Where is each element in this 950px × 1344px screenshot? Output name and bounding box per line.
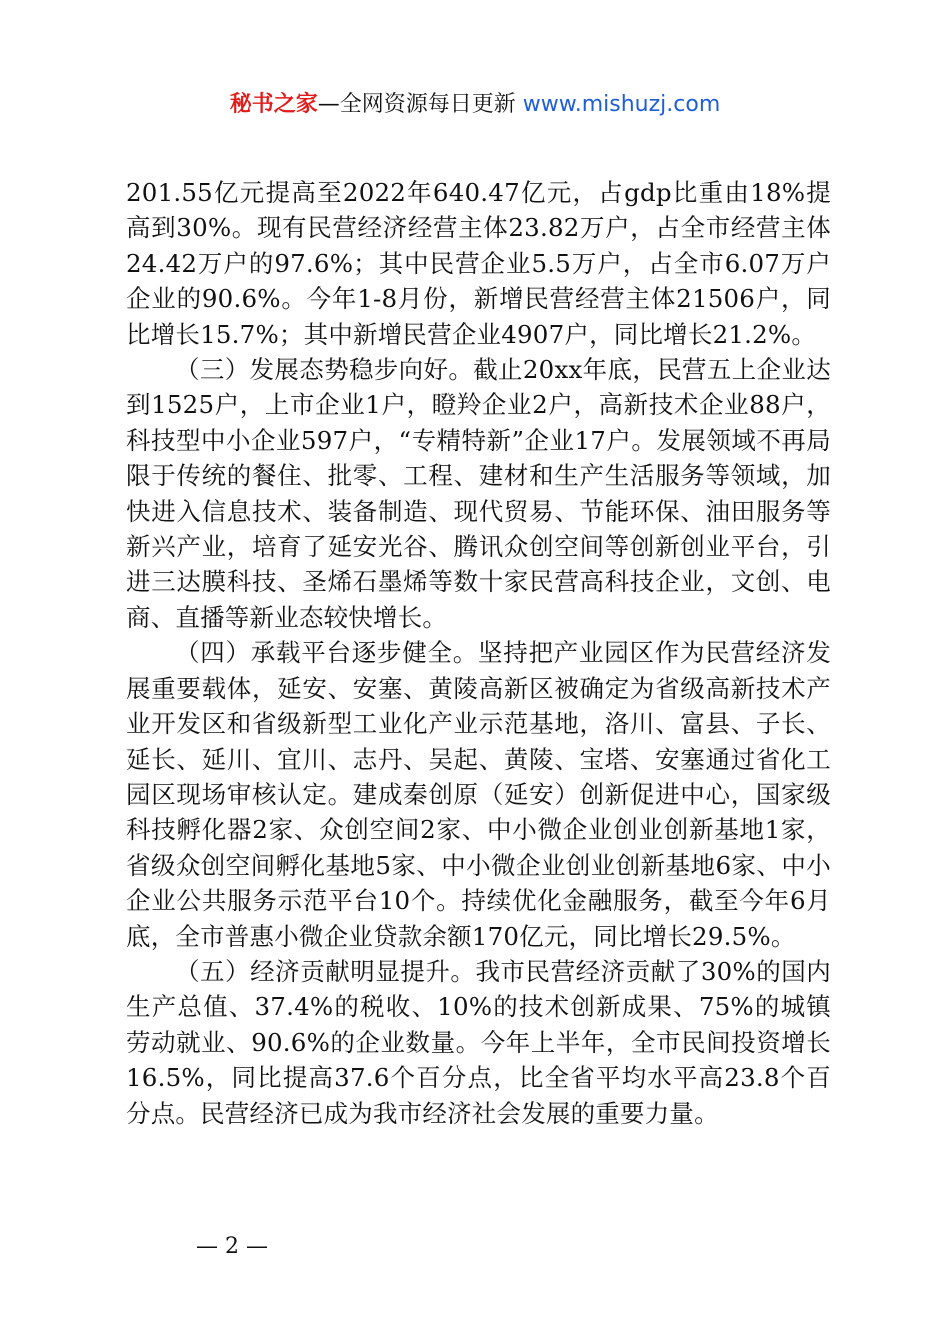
- paragraph-section-3: （三）发展态势稳步向好。截止20xx年底，民营五上企业达到1525户，上市企业1户，瞪羚企业2户，高新技术企业88户，科技型中小企业597户，“专精特新”企业17户。发展领域不再局限于传统的餐住、批零、工程、建材和生产生活服务等领域，加快进入信息技术、装备制造、现代贸易、节能环保、油田服务等新兴产业，培育了延安光谷、腾讯众创空间等创新创业平台，引进三达膜科技、圣烯石墨烯等数十家民营高科技企业，文创、电商、直播等新业态较快增长。: [126, 355, 831, 632]
- site-brand: 秘书之家: [229, 92, 318, 117]
- paragraph-section-4: （四）承载平台逐步健全。坚持把产业园区作为民营经济发展重要载体，延安、安塞、黄陵高新区被确定为省级高新技术产业开发区和省级新型工业化产业示范基地，洛川、富县、子长、延长、延川、宜川、志丹、吴起、黄陵、宝塔、安塞通过省化工园区现场审核认定。建成秦创原（延安）创新促进中心，国家级科技孵化器2家、众创空间2家、中小微企业创业创新基地1家，省级众创空间孵化基地5家、中小微企业创业创新基地6家、中小企业公共服务示范平台10个。持续优化金融服务，截至今年6月底，全市普惠小微企业贷款余额170亿元，同比增长29.5%。: [126, 638, 831, 951]
- page-number: — 2 —: [196, 1234, 268, 1259]
- site-url-link[interactable]: www.mishuzj.com: [522, 92, 721, 117]
- paragraph-continuation: 201.55亿元提高至2022年640.47亿元，占gdp比重由18%提高到30%。现有民营经济经营主体23.82万户，占全市经营主体24.42万户的97.6%；其中民营企业5.5万户，占全市6.07万户企业的90.6%。今年1-8月份，新增民营经营主体21506户，同比增长15.7%；其中新增民营企业4907户，同比增长21.2%。: [126, 178, 831, 349]
- paragraph-section-5: （五）经济贡献明显提升。我市民营经济贡献了30%的国内生产总值、37.4%的税收、10%的技术创新成果、75%的城镇劳动就业、90.6%的企业数量。今年上半年，全市民间投资增长16.5%，同比提高37.6个百分点，比全省平均水平高23.8个百分点。民营经济已成为我市经济社会发展的重要力量。: [126, 956, 831, 1128]
- site-tagline: —全网资源每日更新: [317, 92, 516, 117]
- document-body: [126, 175, 831, 1131]
- site-header: [0, 88, 950, 122]
